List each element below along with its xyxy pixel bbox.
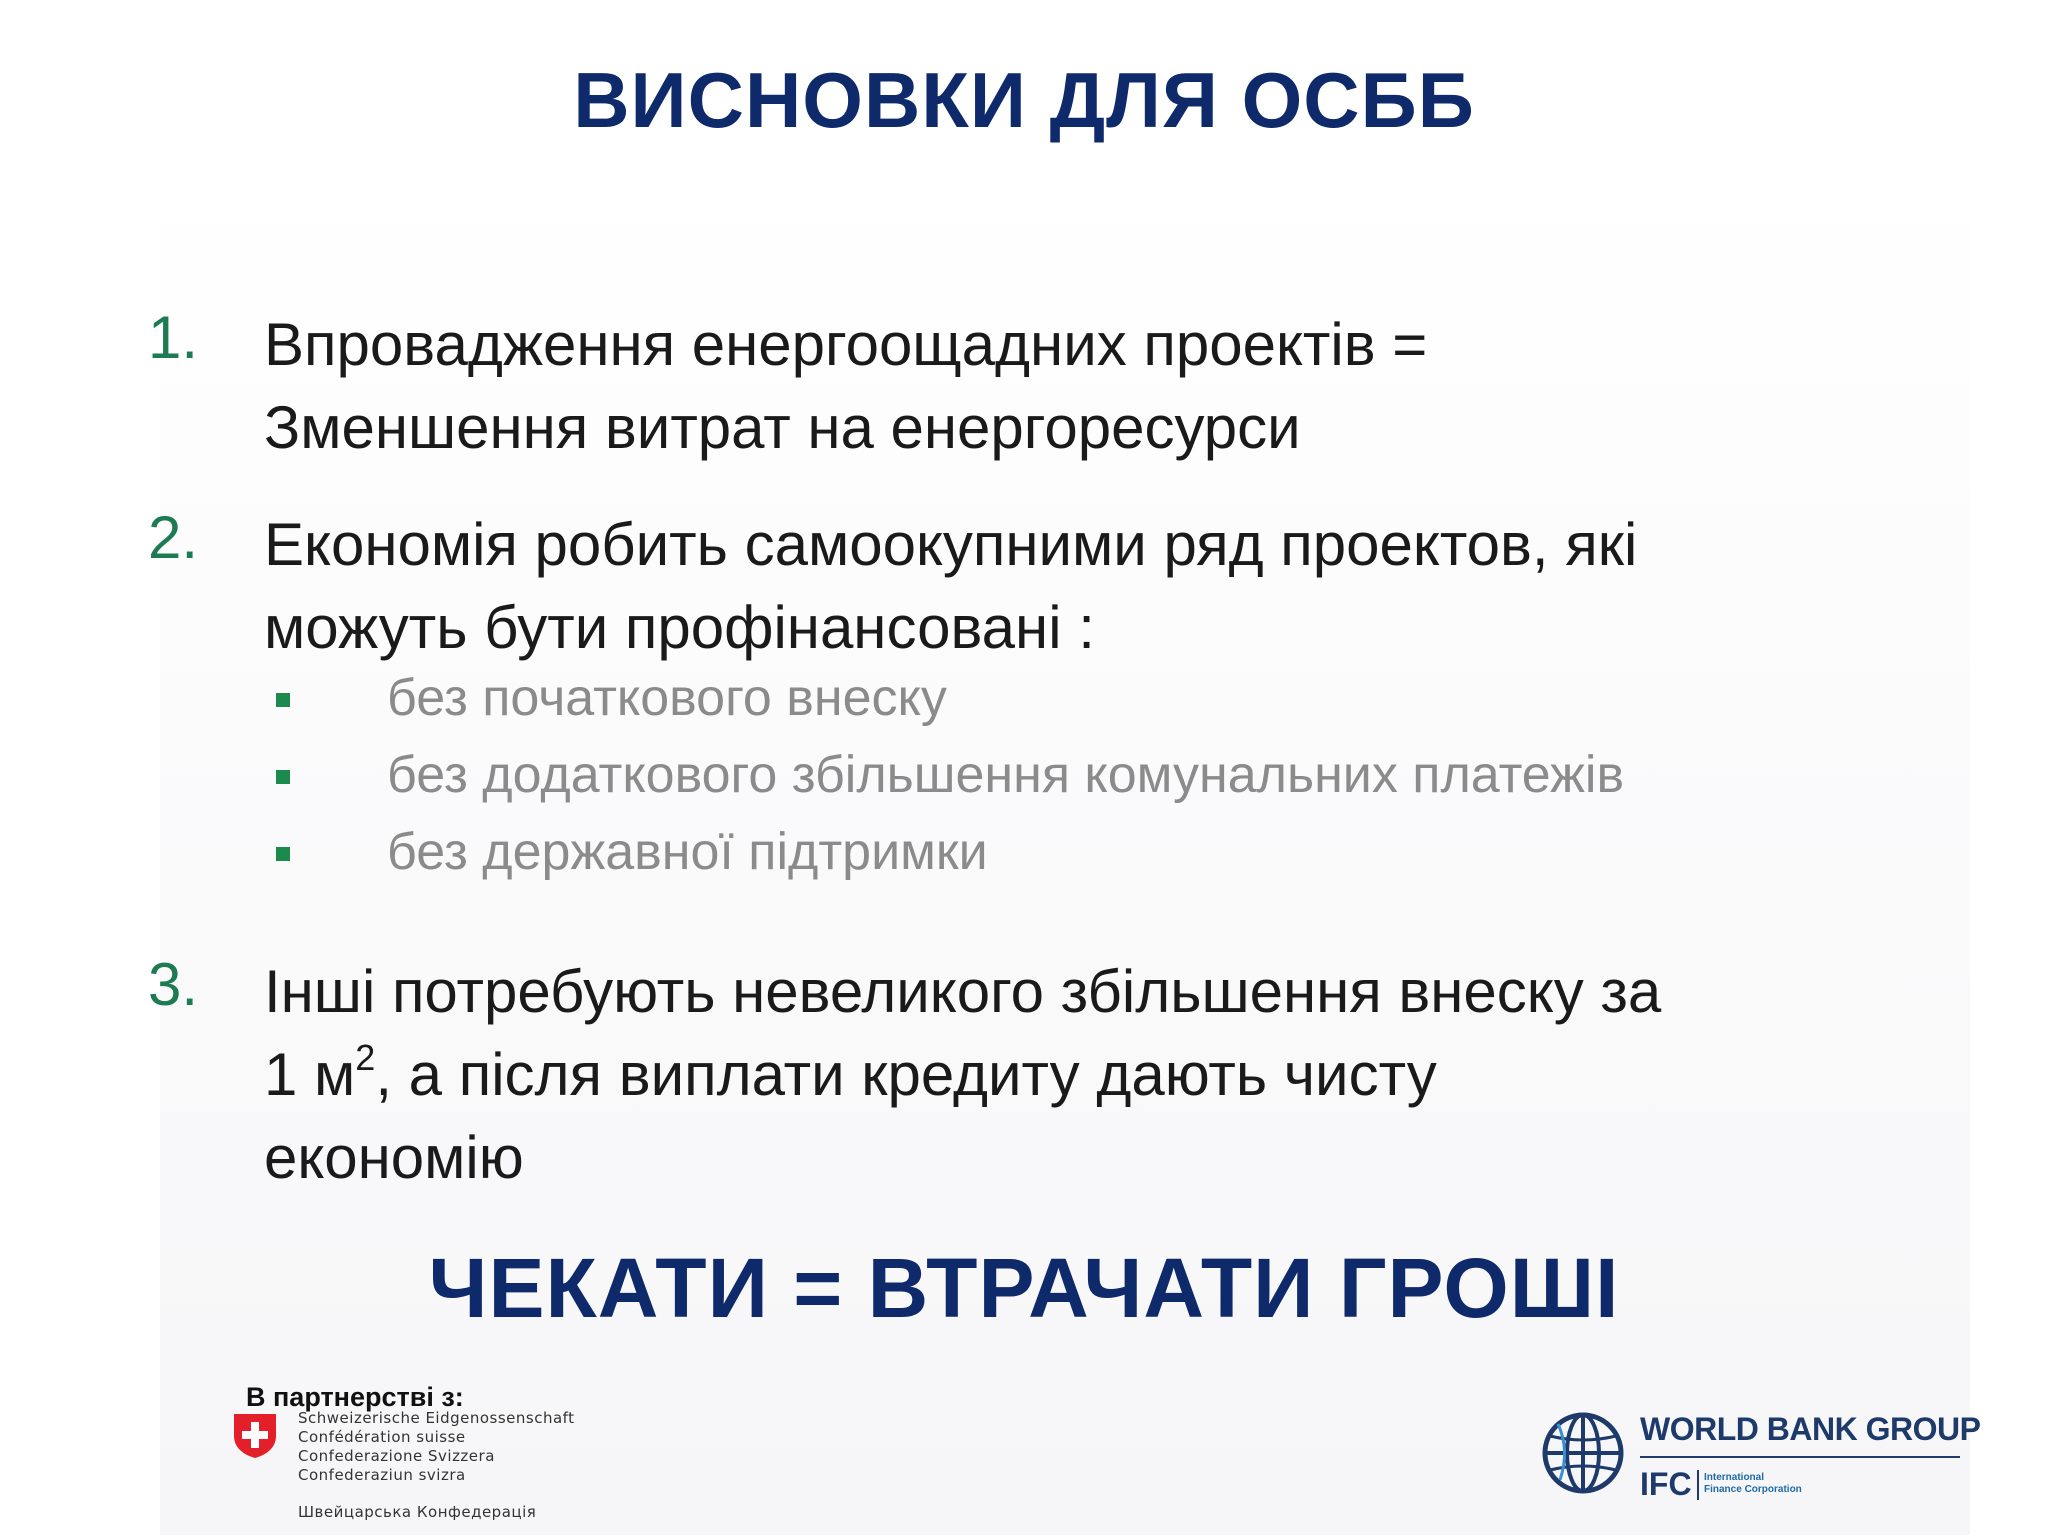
slide-title: ВИСНОВКИ ДЛЯ ОСББ — [573, 56, 1475, 144]
slogan: ЧЕКАТИ = ВТРАЧАТИ ГРОШІ — [428, 1241, 1620, 1335]
swiss-confederation-text — [298, 1409, 575, 1485]
item-line: економію — [264, 1124, 524, 1191]
bullet-square-icon — [276, 693, 290, 707]
item-line-part: , а після виплати кредиту дають чисту — [375, 1041, 1437, 1108]
sub-bullet — [272, 745, 1972, 822]
divider — [1697, 1470, 1699, 1500]
bullet-square-icon — [276, 847, 290, 861]
ifc-name-line: International — [1704, 1472, 1765, 1483]
sub-bullet-text: без додаткового збільшення комунальних платежів — [387, 746, 1625, 804]
partner-label: В партнерстві з: — [246, 1382, 464, 1412]
item-number: 1. — [148, 304, 199, 371]
sub-bullet — [272, 822, 1972, 899]
swiss-flag-icon — [230, 1410, 280, 1460]
item-text — [264, 303, 1924, 469]
swiss-line: Confédération suisse — [298, 1428, 466, 1446]
swiss-ukrainian-name: Швейцарська Конфедерація — [298, 1503, 537, 1521]
item-text — [264, 503, 1924, 669]
world-bank-globe-icon — [1540, 1410, 1626, 1496]
ifc-name-line: Finance Corporation — [1704, 1484, 1802, 1495]
ifc-logo-text: IFC — [1640, 1466, 1692, 1502]
world-bank-group-name: WORLD BANK GROUP — [1640, 1411, 1981, 1447]
swiss-line: Confederaziun svizra — [298, 1466, 466, 1484]
item-line: Інші потребують невеликого збільшення внеску за — [264, 958, 1662, 1025]
bullet-square-icon — [276, 770, 290, 784]
item-line — [264, 1033, 1924, 1116]
superscript: 2 — [355, 1037, 376, 1078]
item-number: 2. — [148, 504, 199, 571]
item-line: можуть бути профінансовані : — [264, 594, 1095, 661]
sub-bullet-text: без державної підтримки — [387, 823, 988, 881]
item-number: 3. — [148, 951, 199, 1018]
swiss-line: Schweizerische Eidgenossenschaft — [298, 1409, 575, 1427]
swiss-line: Confederazione Svizzera — [298, 1447, 495, 1465]
item-line: Зменшення витрат на енергоресурси — [264, 394, 1301, 461]
item-line: Впровадження енергоощадних проектів = — [264, 311, 1428, 378]
divider — [1640, 1456, 1960, 1458]
sub-bullet-text: без початкового внеску — [387, 669, 947, 727]
item-text — [264, 950, 1924, 1199]
item-line: Економія робить самоокупними ряд проектов, які — [264, 511, 1638, 578]
item-line-part: 1 м — [264, 1041, 356, 1108]
ifc-full-name — [1704, 1472, 1802, 1496]
sub-bullet-list — [272, 668, 1972, 899]
sub-bullet — [272, 668, 1972, 745]
